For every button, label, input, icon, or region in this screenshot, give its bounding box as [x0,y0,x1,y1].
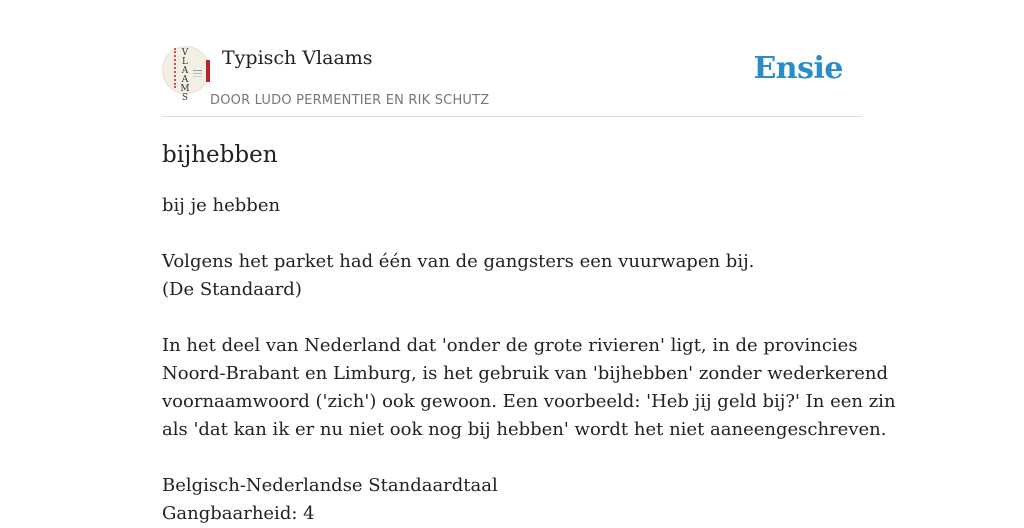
explanation-line: Noord-Brabant en Limburg, is het gebruik van 'bijhebben' zonder wederkerend [162,363,889,384]
example-quote-line: Volgens het parket had één van de gangsters een vuurwapen bij. [162,251,755,272]
blank-line [162,304,862,332]
entry-title: bijhebben [162,142,278,168]
logo-small-text [193,70,202,71]
entry-content [162,138,896,528]
example-source-line: (De Standaard) [162,279,302,300]
author-byline: DOOR LUDO PERMENTIER EN RIK SCHUTZ [210,93,490,108]
blank-line [162,220,862,248]
logo-letter: A [181,66,189,76]
logo-letter: L [182,57,188,67]
logo-letter: S [181,93,189,103]
logo-letter: V [181,48,189,58]
definition-line: bij je hebben [162,195,281,216]
explanation-line: voornaamwoord ('zich') ook gewoon. Een voorbeeld: 'Heb jij geld bij?' In een zin [162,391,896,412]
site-header [162,46,862,117]
frequency-line: Gangbaarheid: 4 [162,503,315,524]
entry-body [162,192,896,528]
logo-letter: M [180,84,190,94]
ensie-brand-link[interactable]: Ensie [753,51,843,86]
explanation-line: In het deel van Nederland dat 'onder de grote rivieren' ligt, in de provincies [162,335,858,356]
logo-letter: A [181,75,189,85]
explanation-line: als 'dat kan ik er nu niet ook nog bij hebben' wordt het niet aaneengeschreven. [162,419,887,440]
blog-title[interactable]: Typisch Vlaams [222,47,373,69]
logo-red-bar [206,60,210,82]
blog-logo[interactable] [162,46,210,103]
logo-letters [178,49,192,103]
language-variety-line: Belgisch-Nederlandse Standaardtaal [162,475,498,496]
blank-line [162,444,862,472]
